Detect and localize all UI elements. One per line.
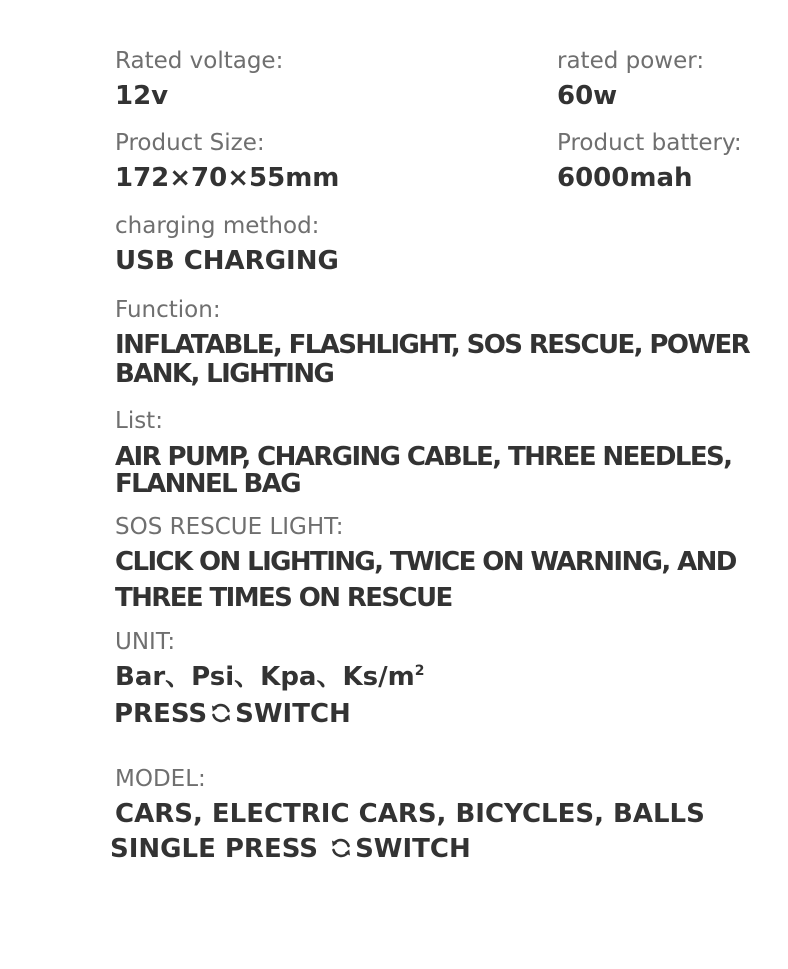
function-label: Function:	[115, 297, 221, 323]
unit-value-superscript: 2	[414, 663, 425, 679]
unit-value	[115, 664, 424, 690]
rated-voltage-value: 12v	[115, 81, 169, 111]
rated-power-label: rated power:	[557, 48, 705, 74]
sos-rescue-light-value-line-2: THREE TIMES ON RESCUE	[115, 583, 452, 613]
rated-voltage-label: Rated voltage:	[115, 48, 284, 74]
sos-rescue-light-label: SOS RESCUE LIGHT:	[115, 514, 344, 540]
list-label: List:	[115, 408, 163, 434]
switch-cycle-icon	[209, 701, 233, 725]
model-value: CARS, ELECTRIC CARS, BICYCLES, BALLS	[115, 799, 705, 829]
product-size-value: 172×70×55mm	[115, 163, 340, 193]
product-battery-value: 6000mah	[557, 163, 693, 193]
model-label: MODEL:	[115, 766, 206, 792]
unit-switch-text: SWITCH	[235, 699, 351, 729]
rated-power-value: 60w	[557, 81, 618, 111]
function-value-line-1: INFLATABLE, FLASHLIGHT, SOS RESCUE, POWER	[115, 330, 750, 360]
model-switch-text: SWITCH	[355, 834, 471, 864]
model-press-switch	[110, 836, 471, 862]
model-press-text: SINGLE PRESS	[110, 834, 328, 864]
product-size-label: Product Size:	[115, 130, 265, 156]
charging-method-label: charging method:	[115, 213, 320, 239]
list-value-line-1: AIR PUMP, CHARGING CABLE, THREE NEEDLES,	[115, 442, 732, 472]
charging-method-value: USB CHARGING	[115, 246, 339, 276]
function-value-line-2: BANK, LIGHTING	[115, 359, 334, 389]
switch-cycle-icon	[329, 836, 353, 860]
sos-rescue-light-value-line-1: CLICK ON LIGHTING, TWICE ON WARNING, AND	[115, 547, 736, 577]
product-battery-label: Product battery:	[557, 130, 742, 156]
unit-press-switch	[114, 701, 351, 727]
list-value-line-2: FLANNEL BAG	[115, 469, 301, 499]
unit-value-main: Bar、Psi、Kpa、Ks/m	[115, 662, 415, 692]
unit-press-text: PRESS	[114, 699, 208, 729]
unit-label: UNIT:	[115, 629, 176, 655]
